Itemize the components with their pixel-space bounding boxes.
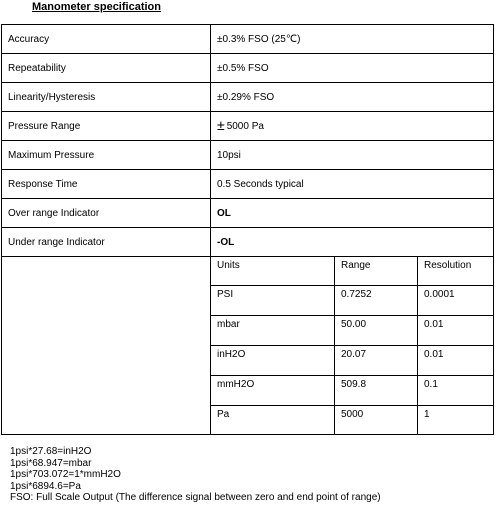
page-title: Manometer specification — [32, 1, 161, 13]
spec-label: Over range Indicator — [2, 199, 211, 228]
units-header: Units — [211, 257, 335, 286]
spec-value: 0.5 Seconds typical — [211, 170, 494, 199]
units-table — [211, 257, 493, 434]
range-cell: 509.8 — [335, 375, 418, 405]
spec-row-under-range — [2, 228, 494, 257]
spec-label: Linearity/Hysteresis — [2, 83, 211, 112]
spec-value: ±0.3% FSO (25℃) — [211, 25, 494, 54]
units-row-inh2o — [211, 345, 493, 375]
range-cell: 0.7252 — [335, 286, 418, 316]
spec-label: Maximum Pressure — [2, 141, 211, 170]
resolution-cell: 0.0001 — [418, 286, 494, 316]
spec-row-linearity — [2, 83, 494, 112]
unit-cell: PSI — [211, 286, 335, 316]
spec-row-repeatability — [2, 54, 494, 83]
empty-cell — [2, 257, 211, 435]
note-line: 1psi*27.68=inH2O — [10, 446, 92, 457]
spec-value: ±0.29% FSO — [211, 83, 494, 112]
units-row-mmh2o — [211, 375, 493, 405]
unit-cell: Pa — [211, 405, 335, 434]
spec-value: -OL — [211, 228, 494, 257]
spec-table — [1, 24, 494, 435]
spec-row-over-range — [2, 199, 494, 228]
resolution-cell: 0.1 — [418, 375, 494, 405]
range-cell: 5000 — [335, 405, 418, 434]
spec-row-accuracy — [2, 25, 494, 54]
spec-value — [211, 112, 494, 141]
units-row — [2, 257, 494, 435]
spec-label: Accuracy — [2, 25, 211, 54]
range-cell: 20.07 — [335, 345, 418, 375]
unit-cell: mbar — [211, 316, 335, 346]
note-line: 1psi*68.947=mbar — [10, 457, 92, 469]
spec-row-pressure-range — [2, 112, 494, 141]
spec-value-text: 5000 Pa — [226, 121, 264, 132]
spec-value: OL — [211, 199, 494, 228]
units-cell — [211, 257, 494, 435]
note-line: FSO: Full Scale Output (The difference signal between zero and end point of range) — [10, 492, 381, 503]
range-cell: 50.00 — [335, 316, 418, 346]
resolution-cell: 1 — [418, 405, 494, 434]
spec-row-response-time — [2, 170, 494, 199]
spec-label: Pressure Range — [2, 112, 211, 141]
note-line: 1psi*6894.6=Pa — [10, 480, 81, 492]
spec-value: ±0.5% FSO — [211, 54, 494, 83]
spec-row-max-pressure — [2, 141, 494, 170]
conversion-notes — [10, 446, 381, 504]
unit-cell: inH2O — [211, 345, 335, 375]
units-row-psi — [211, 286, 493, 316]
spec-label: Response Time — [2, 170, 211, 199]
spec-value: 10psi — [211, 141, 494, 170]
unit-cell: mmH2O — [211, 375, 335, 405]
resolution-header: Resolution — [418, 257, 494, 286]
note-line: 1psi*703.072=1*mmH2O — [10, 469, 121, 480]
resolution-cell: 0.01 — [418, 316, 494, 346]
resolution-cell: 0.01 — [418, 345, 494, 375]
spec-label: Repeatability — [2, 54, 211, 83]
units-row-mbar — [211, 316, 493, 346]
range-header: Range — [335, 257, 418, 286]
spec-label: Under range Indicator — [2, 228, 211, 257]
units-header-row — [211, 257, 493, 286]
plus-minus-symbol: ± — [217, 117, 225, 133]
units-row-pa — [211, 405, 493, 434]
